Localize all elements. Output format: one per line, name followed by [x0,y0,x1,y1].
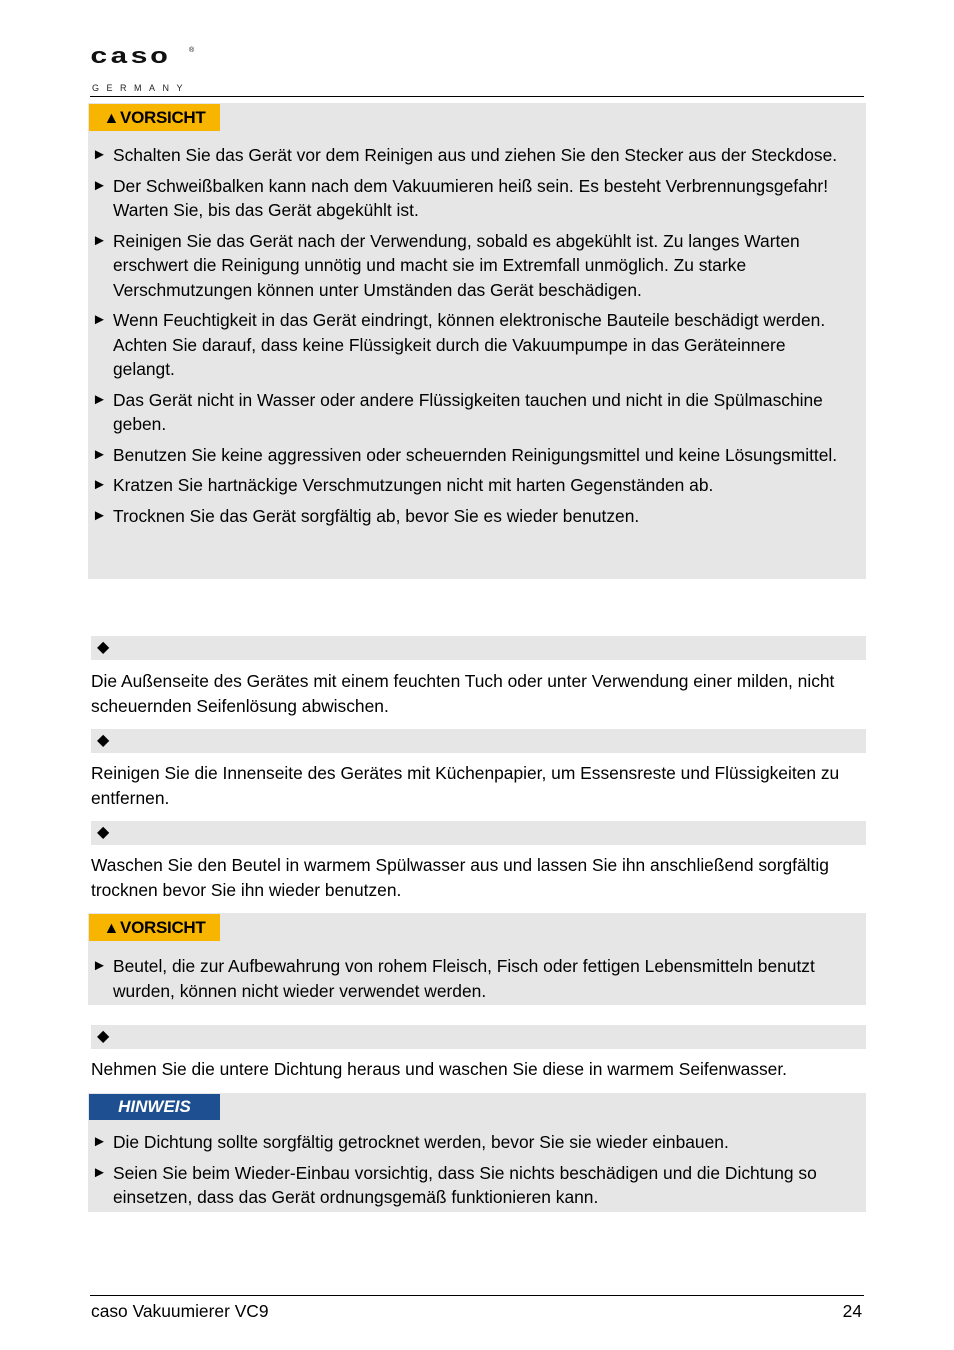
list-item: ► Reinigen Sie das Gerät nach der Verwendung, sobald es abgekühlt ist. Zu langes Warten erschwert die Reinigung unnötig und macht sie im Extremfall unmöglich. Zu starke Verschmutzungen können unter Umständen das Gerät beschädigen. [92,230,800,300]
arrow-bullet-icon: ► [92,957,107,974]
arrow-bullet-icon: ► [92,476,107,493]
diamond-bullet-icon: ◆ [97,639,110,656]
list-item: ► Benutzen Sie keine aggressiven oder scheuernden Reinigungsmittel und keine Lösungsmittel. [92,443,852,468]
caso-logo [76,33,208,101]
footer-divider [90,1295,864,1296]
section-heading-bar [91,729,866,753]
arrow-bullet-icon: ► [92,1133,107,1150]
caution-box-bags [88,913,866,1005]
page-number: 24 [842,1301,862,1321]
diamond-bullet-icon: ◆ [97,824,110,841]
arrow-bullet-icon: ► [92,146,107,163]
footer-title: caso Vakuumierer VC9 [91,1301,269,1321]
section-heading-bar [91,636,866,660]
caution-list [92,143,852,534]
warning-triangle-icon: ▲ [103,920,120,937]
list-item: ► Trocknen Sie das Gerät sorgfältig ab, bevor Sie es wieder benutzen. [92,504,852,529]
list-item: ► Seien Sie beim Wieder-Einbau vorsichtig, dass Sie nichts beschädigen und die Dichtung so einsetzen, dass das Gerät ordnungsgemäß funktionieren kann. [92,1162,817,1207]
hint-list [92,1130,852,1216]
section-text: Waschen Sie den Beutel in warmem Spülwasser aus und lassen Sie ihn anschließend sorgfältig trocknen bevor Sie ihn wieder benutzen. [91,855,829,900]
list-item: ► Der Schweißbalken kann nach dem Vakuumieren heiß sein. Es besteht Verbrennungsgefahr! Warten Sie, bis das Gerät abgekühlt ist. [92,175,829,220]
list-item: ► Kratzen Sie hartnäckige Verschmutzungen nicht mit harten Gegenständen ab. [92,473,852,498]
logo-wordmark: caso [90,45,171,71]
section-text: Nehmen Sie die untere Dichtung heraus und waschen Sie diese in warmem Seifenwasser. [91,1059,788,1079]
list-item: ► Schalten Sie das Gerät vor dem Reinigen aus und ziehen Sie den Stecker aus der Steckdose. [92,143,852,168]
diamond-bullet-icon: ◆ [97,1028,110,1045]
list-item: ► Beutel, die zur Aufbewahrung von rohem Fleisch, Fisch oder fettigen Lebensmitteln benutzt wurden, können nicht wieder verwendet werden. [92,956,815,1001]
caution-label: ▲VORSICHT [89,104,220,131]
arrow-bullet-icon: ► [92,176,107,194]
list-item: ► Wenn Feuchtigkeit in das Gerät eindringt, können elektronische Bauteile beschädigt werden. Achten Sie darauf, dass keine Flüssigkeit durch die Vakuumpumpe in das Geräteinnere gelangt. [92,310,826,379]
arrow-bullet-icon: ► [92,1163,107,1181]
caution-list [92,954,852,1009]
diamond-bullet-icon: ◆ [97,732,110,749]
section-text: Die Außenseite des Gerätes mit einem feuchten Tuch oder unter Verwendung einer milden, nicht scheuernden Seifenlösung abwischen. [91,671,835,716]
hint-box [88,1093,866,1212]
hint-label: HINWEIS [89,1094,220,1120]
arrow-bullet-icon: ► [92,445,107,463]
list-item: ► Das Gerät nicht in Wasser oder andere Flüssigkeiten tauchen und nicht in die Spülmaschine geben. [92,389,823,434]
arrow-bullet-icon: ► [92,506,107,524]
arrow-bullet-icon: ► [92,311,107,328]
section-heading-bar [91,1025,866,1049]
list-item: ► Die Dichtung sollte sorgfältig getrocknet werden, bevor Sie sie wieder einbauen. [92,1130,852,1155]
section-heading-bar [91,821,866,845]
logo-subtitle: GERMANY [92,83,191,93]
section-text: Reinigen Sie die Innenseite des Gerätes mit Küchenpapier, um Essensreste und Flüssigkeiten zu entfernen. [91,763,840,808]
warning-triangle-icon: ▲ [103,110,120,127]
arrow-bullet-icon: ► [92,231,107,249]
header-divider [90,96,864,97]
caution-box-cleaning [88,103,866,579]
registered-mark: ® [189,47,195,54]
caution-label: ▲VORSICHT [89,914,220,941]
arrow-bullet-icon: ► [92,390,107,408]
